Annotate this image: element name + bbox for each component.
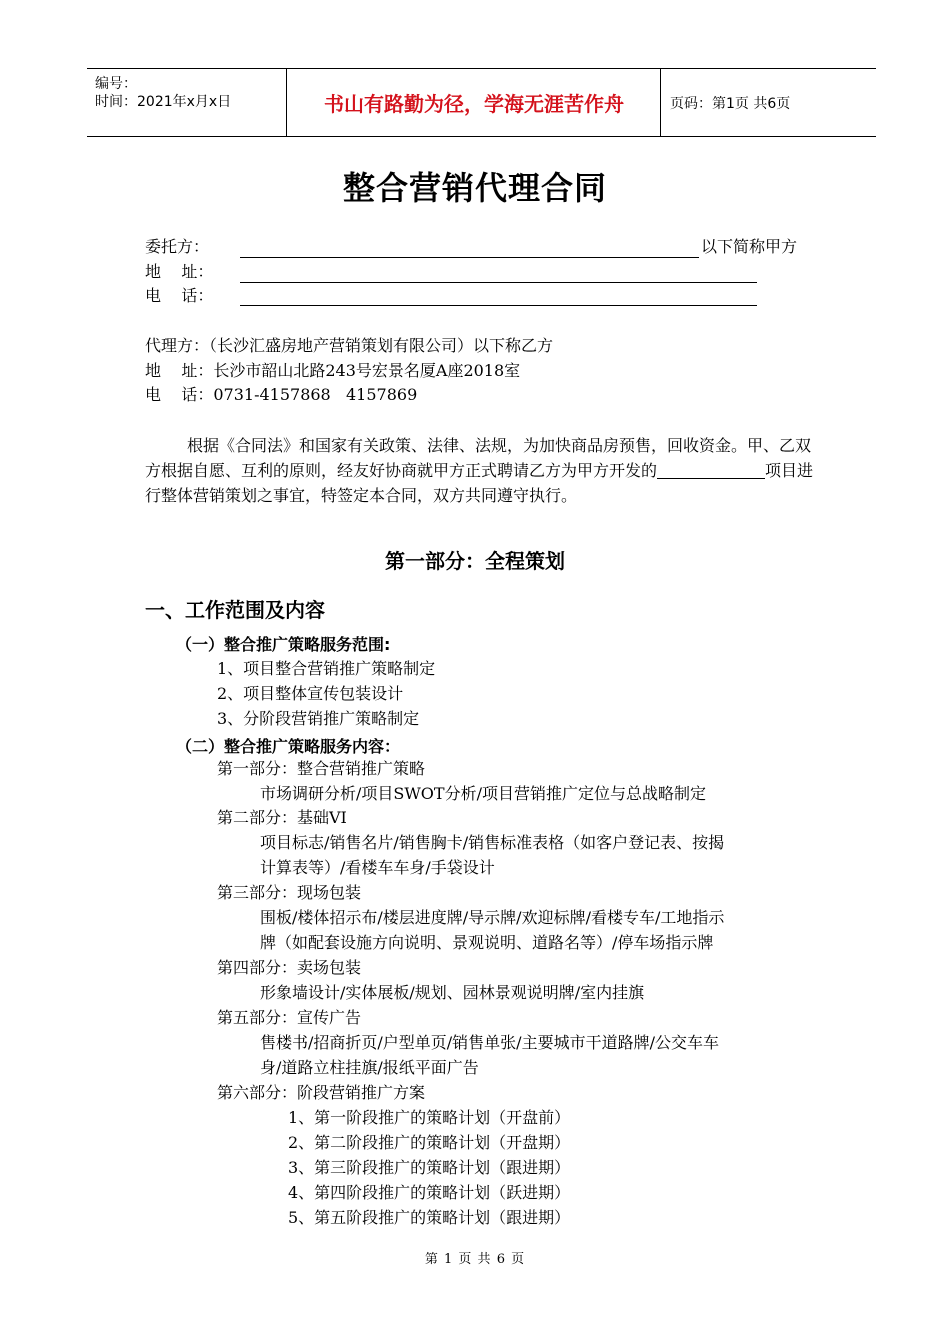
page-header bbox=[87, 68, 876, 137]
content-part-name: 第一部分：整合营销推广策略 bbox=[217, 759, 426, 778]
document-date: 时间：2021年x月x日 bbox=[95, 94, 232, 110]
preamble-text-1: 根据《合同法》和国家有关政策、法律、法规，为加快商品房预售，回收资金。甲、乙双方根据自愿、互利的原则，经友好协商就甲方正式聘请乙方为甲方开发的 bbox=[145, 436, 812, 480]
content-part-name: 第三部分：现场包装 bbox=[217, 883, 362, 902]
agent-line: 代理方：（长沙汇盛房地产营销策划有限公司）以下称乙方 bbox=[145, 336, 554, 355]
part-title: 第一部分：全程策划 bbox=[385, 549, 565, 573]
header-meta bbox=[87, 69, 286, 136]
agent-phone: 电 话：0731-4157868 4157869 bbox=[145, 385, 418, 404]
content-part-name: 第六部分：阶段营销推广方案 bbox=[217, 1083, 426, 1102]
content-part-line: 售楼书/招商折页/户型单页/销售单张/主要城市干道路牌/公交车车 bbox=[260, 1033, 719, 1052]
list-item: 2、项目整体宣传包装设计 bbox=[217, 684, 404, 703]
content-part-line: 牌（如配套设施方向说明、景观说明、道路名等）/停车场指示牌 bbox=[260, 933, 714, 952]
stage-item: 5、第五阶段推广的策略计划（跟进期） bbox=[288, 1208, 571, 1227]
scope-heading: （一）整合推广策略服务范围: bbox=[176, 635, 391, 654]
project-name-blank bbox=[657, 460, 765, 479]
section-title: 一、工作范围及内容 bbox=[145, 598, 325, 622]
header-divider bbox=[660, 69, 661, 136]
content-part-name: 第五部分：宣传广告 bbox=[217, 1008, 362, 1027]
client-address-label: 地 址： bbox=[145, 262, 214, 281]
content-part-name: 第二部分：基础VI bbox=[217, 808, 347, 827]
header-motto: 书山有路勤为径，学海无涯苦作舟 bbox=[324, 92, 624, 116]
agent-address: 地 址：长沙市韶山北路243号宏景名厦A座2018室 bbox=[145, 361, 521, 380]
content-part-line: 形象墙设计/实体展板/规划、园林景观说明牌/室内挂旗 bbox=[260, 983, 645, 1002]
client-suffix: 以下简称甲方 bbox=[701, 237, 798, 256]
client-address-blank-line bbox=[240, 282, 757, 283]
list-item: 3、分阶段营销推广策略制定 bbox=[217, 709, 420, 728]
content-part-line: 项目标志/销售名片/销售胸卡/销售标准表格（如客户登记表、按揭 bbox=[260, 833, 725, 852]
client-phone-label: 电 话： bbox=[145, 286, 214, 305]
content-part-name: 第四部分：卖场包装 bbox=[217, 958, 362, 977]
document-title: 整合营销代理合同 bbox=[342, 169, 607, 207]
content-part-line: 身/道路立柱挂旗/报纸平面广告 bbox=[260, 1058, 479, 1077]
content-part-line: 计算表等）/看楼车车身/手袋设计 bbox=[260, 858, 495, 877]
header-divider bbox=[286, 69, 287, 136]
preamble-paragraph bbox=[145, 433, 825, 508]
preamble-text-2: 项目进行整体营销策划之事宜，特签定本合同，双方共同遵守执行。 bbox=[145, 461, 814, 505]
stage-item: 4、第四阶段推广的策略计划（跃进期） bbox=[288, 1183, 571, 1202]
document-number: 编号： bbox=[95, 76, 137, 92]
stage-item: 2、第二阶段推广的策略计划（开盘期） bbox=[288, 1133, 571, 1152]
content-part-line: 市场调研分析/项目SWOT分析/项目营销推广定位与总战略制定 bbox=[260, 784, 706, 803]
client-phone-blank-line bbox=[240, 305, 757, 306]
page-footer: 第 1 页 共 6 页 bbox=[424, 1252, 526, 1267]
header-page-number: 页码：第1页 共6页 bbox=[670, 96, 791, 112]
content-part-line: 围板/楼体招示布/楼层进度牌/导示牌/欢迎标牌/看楼专车/工地指示 bbox=[260, 908, 725, 927]
stage-item: 1、第一阶段推广的策略计划（开盘前） bbox=[288, 1108, 571, 1127]
client-label: 委托方： bbox=[145, 237, 210, 256]
client-blank-line bbox=[240, 257, 699, 258]
stage-item: 3、第三阶段推广的策略计划（跟进期） bbox=[288, 1158, 571, 1177]
content-heading: （二）整合推广策略服务内容： bbox=[176, 737, 401, 756]
list-item: 1、项目整合营销推广策略制定 bbox=[217, 659, 436, 678]
